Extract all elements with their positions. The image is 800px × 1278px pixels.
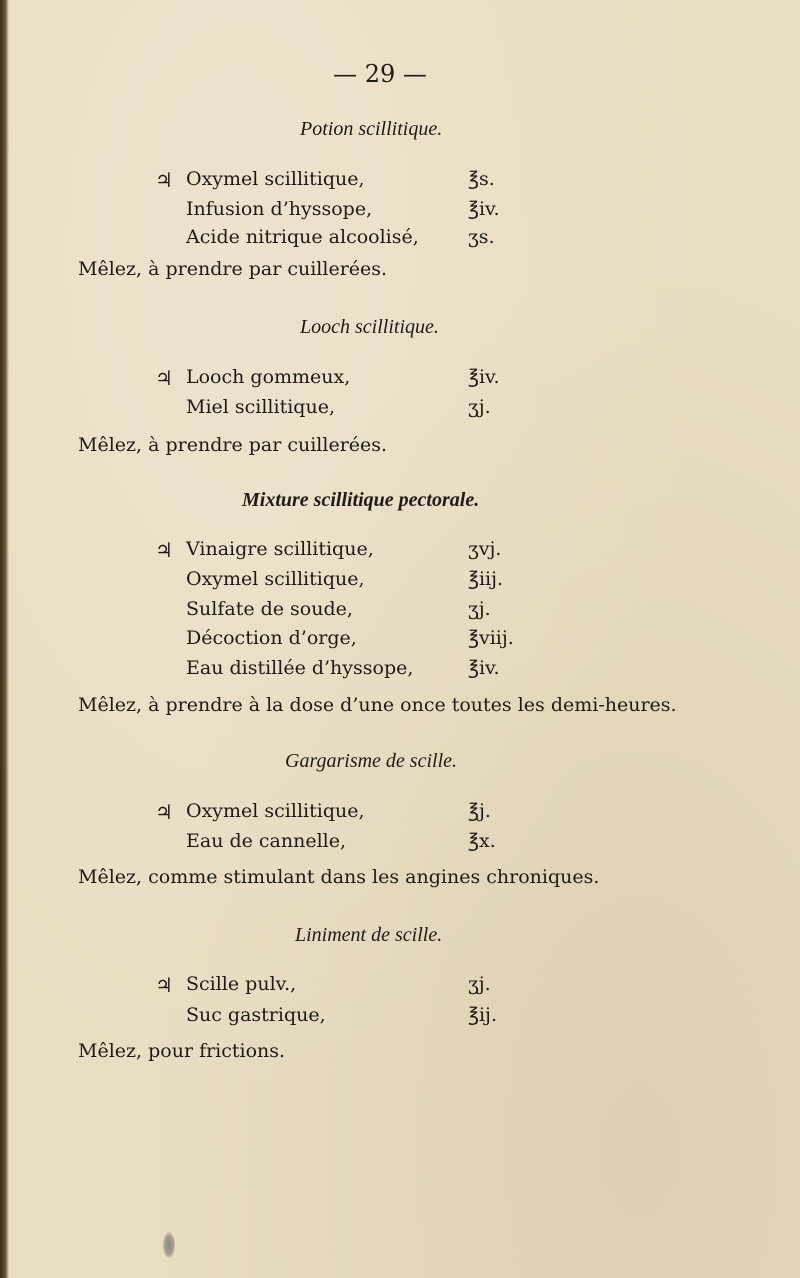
ingredient-dose: ℥iv. [468,657,500,679]
page-number: — 29 — [333,60,427,88]
recipe-sign-icon: ♃ [155,538,173,562]
recipe-sign-icon: ♃ [155,366,173,390]
ingredient-name: Oxymel scillitique, [186,568,365,590]
recipe-sign-icon: ♃ [155,168,173,192]
instruction-text: Mêlez, à prendre par cuillerées. [78,258,388,280]
ingredient-name: Eau distillée d’hyssope, [186,657,414,679]
ingredient-dose: ℥iv. [468,366,500,388]
section-title-liniment: Liniment de scille. [295,924,443,946]
page-binding-edge [0,0,9,1278]
ingredient-dose: ʒvj. [468,538,502,560]
section-title-potion: Potion scillitique. [300,118,443,140]
ingredient-dose: ℥s. [468,168,495,190]
ingredient-dose: ℥iv. [468,198,500,220]
instruction-text: Mêlez, à prendre à la dose d’une once toutes les demi-heures. [78,694,677,716]
instruction-text: Mêlez, à prendre par cuillerées. [78,434,388,456]
ingredient-name: Infusion d’hyssope, [186,198,373,220]
ingredient-dose: ℥ij. [468,1004,497,1026]
ingredient-name: Oxymel scillitique, [186,800,365,822]
section-title-mixture: Mixture scillitique pectorale. [242,489,480,511]
instruction-text: Mêlez, comme stimulant dans les angines chroniques. [78,866,600,888]
ink-stain [163,1232,175,1258]
ingredient-name: Looch gommeux, [186,366,351,388]
ingredient-name: Miel scillitique, [186,396,335,418]
ingredient-name: Vinaigre scillitique, [186,538,374,560]
ingredient-dose: ℥j. [468,800,491,822]
recipe-sign-icon: ♃ [155,800,173,824]
ingredient-dose: ʒj. [468,396,491,418]
ingredient-dose: ℥viij. [468,627,514,649]
ingredient-name: Acide nitrique alcoolisé, [186,226,419,248]
section-title-gargarisme: Gargarisme de scille. [285,750,458,772]
ingredient-dose: ℥x. [468,830,496,852]
recipe-sign-icon: ♃ [155,973,173,997]
section-title-looch: Looch scillitique. [300,316,439,338]
ingredient-name: Décoction d’orge, [186,627,357,649]
ingredient-name: Sulfate de soude, [186,598,353,620]
ingredient-dose: ʒj. [468,973,491,995]
ingredient-dose: ʒj. [468,598,491,620]
ingredient-name: Oxymel scillitique, [186,168,365,190]
instruction-text: Mêlez, pour frictions. [78,1040,286,1062]
ingredient-dose: ʒs. [468,226,495,248]
ingredient-name: Eau de cannelle, [186,830,347,852]
ingredient-name: Scille pulv., [186,973,297,995]
ingredient-dose: ℥iij. [468,568,504,590]
ingredient-name: Suc gastrique, [186,1004,326,1026]
